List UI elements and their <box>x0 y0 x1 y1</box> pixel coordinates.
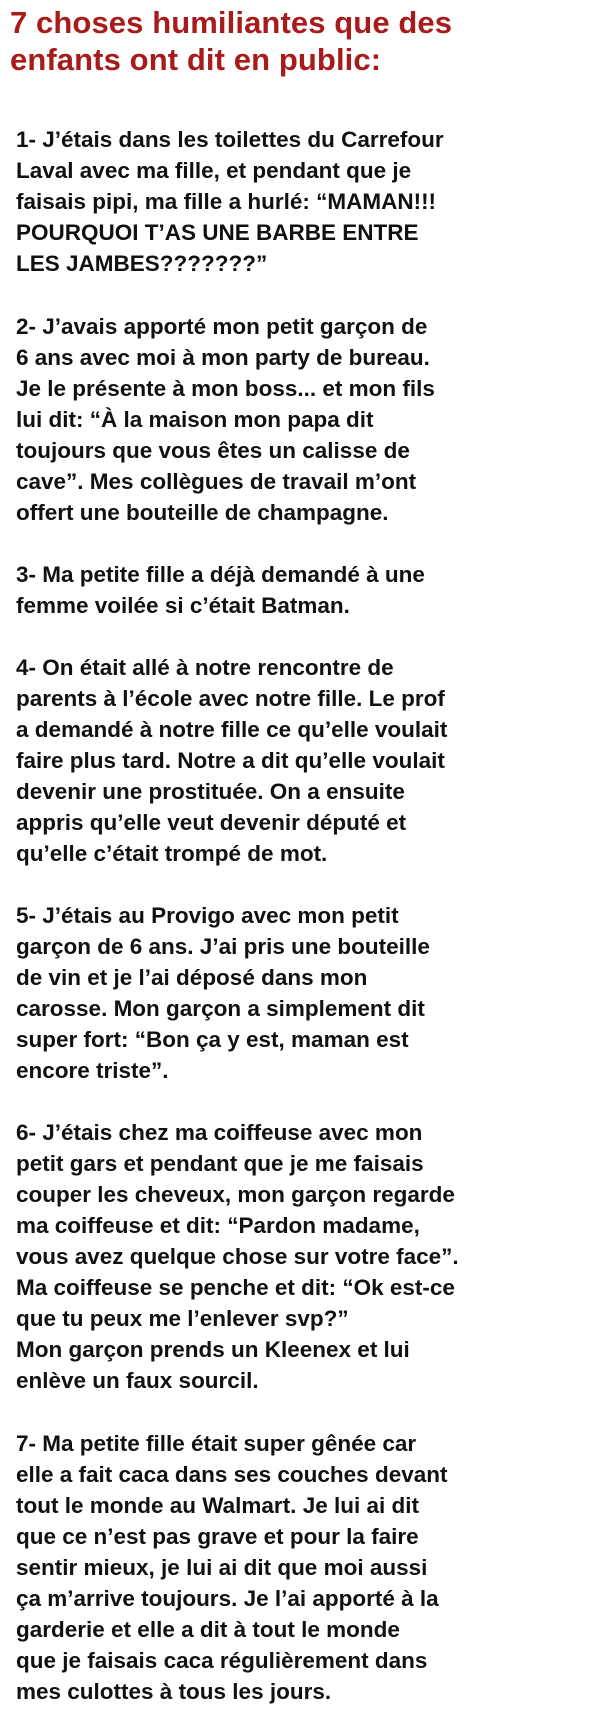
text-line: Ma coiffeuse se penche et dit: “Ok est-ce <box>16 1275 455 1300</box>
text-line: 4- On était allé à notre rencontre de <box>16 655 394 680</box>
text-line: petit gars et pendant que je me faisais <box>16 1151 424 1176</box>
text-line: mes culottes à tous les jours. <box>16 1679 332 1704</box>
text-line: devenir une prostituée. On a ensuite <box>16 779 405 804</box>
anecdote-4 <box>16 652 598 869</box>
text-line: carosse. Mon garçon a simplement dit <box>16 996 425 1021</box>
text-line: ma coiffeuse et dit: “Pardon madame, <box>16 1213 420 1238</box>
text-line: faisais pipi, ma fille a hurlé: “MAMAN!!! <box>16 189 437 214</box>
text-line: que ce n’est pas grave et pour la faire <box>16 1524 419 1549</box>
text-line: de vin et je l’ai déposé dans mon <box>16 965 368 990</box>
text-line: super fort: “Bon ça y est, maman est <box>16 1027 409 1052</box>
text-line: enlève un faux sourcil. <box>16 1368 259 1393</box>
text-line: 3- Ma petite fille a déjà demandé à une <box>16 562 425 587</box>
title-line: 7 choses humiliantes que des <box>10 5 453 40</box>
text-line: Laval avec ma fille, et pendant que je <box>16 158 412 183</box>
text-line: couper les cheveux, mon garçon regarde <box>16 1182 455 1207</box>
text-line: appris qu’elle veut devenir député et <box>16 810 407 835</box>
text-line: tout le monde au Walmart. Je lui ai dit <box>16 1493 419 1518</box>
anecdote-5 <box>16 900 598 1086</box>
text-line: que tu peux me l’enlever svp?” <box>16 1306 349 1331</box>
anecdote-2 <box>16 311 598 528</box>
text-line: a demandé à notre fille ce qu’elle voulait <box>16 717 448 742</box>
anecdote-7 <box>16 1428 598 1707</box>
text-line: que je faisais caca régulièrement dans <box>16 1648 428 1673</box>
text-line: sentir mieux, je lui ai dit que moi aussi <box>16 1555 428 1580</box>
anecdote-1 <box>16 124 598 279</box>
text-line: Je le présente à mon boss... et mon fils <box>16 376 435 401</box>
text-line: encore triste”. <box>16 1058 169 1083</box>
text-line: LES JAMBES???????” <box>16 251 268 276</box>
text-line: Mon garçon prends un Kleenex et lui <box>16 1337 410 1362</box>
text-line: qu’elle c’était trompé de mot. <box>16 841 328 866</box>
title-line: enfants ont dit en public: <box>10 42 382 77</box>
text-line: POURQUOI T’AS UNE BARBE ENTRE <box>16 220 419 245</box>
text-line: garçon de 6 ans. J’ai pris une bouteille <box>16 934 430 959</box>
page-title <box>10 4 596 78</box>
text-line: cave”. Mes collègues de travail m’ont <box>16 469 417 494</box>
text-line: 6- J’étais chez ma coiffeuse avec mon <box>16 1120 423 1145</box>
text-line: 1- J’étais dans les toilettes du Carrefour <box>16 127 444 152</box>
text-line: parents à l’école avec notre fille. Le prof <box>16 686 445 711</box>
text-line: 6 ans avec moi à mon party de bureau. <box>16 345 430 370</box>
text-line: 2- J’avais apporté mon petit garçon de <box>16 314 428 339</box>
text-line: elle a fait caca dans ses couches devant <box>16 1462 448 1487</box>
anecdote-6 <box>16 1117 598 1396</box>
text-line: 7- Ma petite fille était super gênée car <box>16 1431 417 1456</box>
text-line: offert une bouteille de champagne. <box>16 500 389 525</box>
text-line: garderie et elle a dit à tout le monde <box>16 1617 400 1642</box>
text-line: faire plus tard. Notre a dit qu’elle voulait <box>16 748 445 773</box>
text-line: toujours que vous êtes un calisse de <box>16 438 410 463</box>
text-line: 5- J’étais au Provigo avec mon petit <box>16 903 399 928</box>
text-line: ça m’arrive toujours. Je l’ai apporté à la <box>16 1586 439 1611</box>
anecdote-3 <box>16 559 598 621</box>
text-line: vous avez quelque chose sur votre face”. <box>16 1244 459 1269</box>
text-line: lui dit: “À la maison mon papa dit <box>16 407 374 432</box>
text-line: femme voilée si c’était Batman. <box>16 593 350 618</box>
